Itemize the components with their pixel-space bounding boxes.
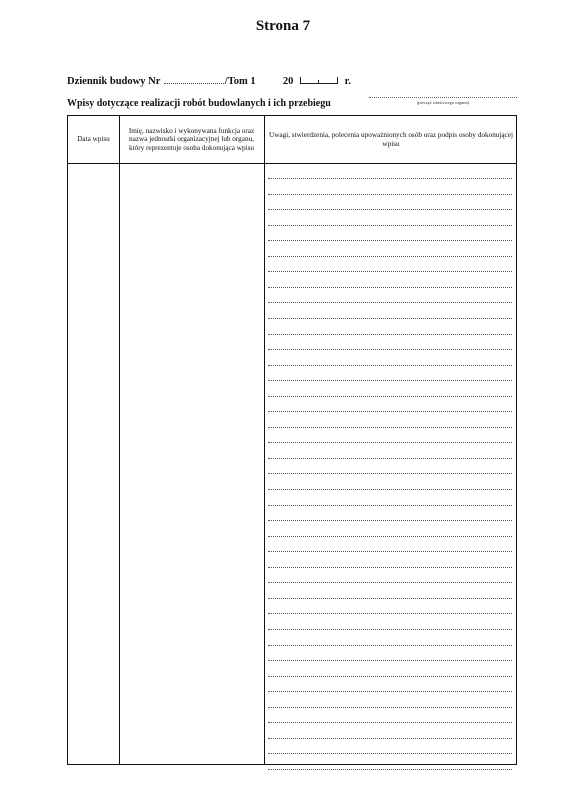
- remarks-writing-line[interactable]: [268, 769, 512, 770]
- remarks-writing-line[interactable]: [268, 629, 512, 630]
- remarks-writing-line[interactable]: [268, 738, 512, 739]
- remarks-writing-line[interactable]: [268, 536, 512, 537]
- remarks-writing-line[interactable]: [268, 551, 512, 552]
- remarks-writing-line[interactable]: [268, 753, 512, 754]
- remarks-writing-line[interactable]: [268, 225, 512, 226]
- section-heading: Wpisy dotyczące realizacji robót budowlanych i ich przebiegu: [67, 98, 331, 109]
- remarks-writing-line[interactable]: [268, 318, 512, 319]
- remarks-writing-line[interactable]: [268, 411, 512, 412]
- header-divider: [68, 163, 516, 164]
- diary-number-field[interactable]: [164, 74, 224, 84]
- remarks-writing-line[interactable]: [268, 334, 512, 335]
- remarks-writing-line[interactable]: [268, 365, 512, 366]
- remarks-writing-line[interactable]: [268, 707, 512, 708]
- remarks-writing-line[interactable]: [268, 567, 512, 568]
- remarks-writing-line[interactable]: [268, 676, 512, 677]
- remarks-writing-line[interactable]: [268, 489, 512, 490]
- remarks-writing-line[interactable]: [268, 660, 512, 661]
- diary-number-label: Dziennik budowy Nr: [67, 76, 161, 87]
- year-suffix: r.: [344, 76, 351, 87]
- remarks-writing-line[interactable]: [268, 256, 512, 257]
- remarks-writing-line[interactable]: [268, 349, 512, 350]
- year-prefix: 20: [282, 76, 294, 87]
- remarks-writing-line[interactable]: [268, 209, 512, 210]
- seal-signature-line: [369, 97, 517, 98]
- remarks-writing-line[interactable]: [268, 598, 512, 599]
- year-field[interactable]: [300, 77, 338, 84]
- column-divider: [264, 116, 265, 764]
- remarks-writing-line[interactable]: [268, 520, 512, 521]
- remarks-writing-line[interactable]: [268, 194, 512, 195]
- remarks-writing-line[interactable]: [268, 442, 512, 443]
- column-header-date: Data wpisu: [77, 135, 110, 144]
- remarks-writing-line[interactable]: [268, 287, 512, 288]
- remarks-writing-line[interactable]: [268, 691, 512, 692]
- diary-entries-table: [67, 115, 517, 765]
- remarks-writing-line[interactable]: [268, 302, 512, 303]
- remarks-writing-line[interactable]: [268, 396, 512, 397]
- remarks-writing-line[interactable]: [268, 473, 512, 474]
- remarks-writing-line[interactable]: [268, 271, 512, 272]
- remarks-writing-line[interactable]: [268, 613, 512, 614]
- diary-header: [67, 74, 351, 87]
- column-header-person: Imię, nazwisko i wykonywana funkcja oraz nazwa jednostki organizacyjnej lub organu, który reprezentuje osoba dokonująca wpisu: [128, 126, 255, 152]
- remarks-writing-line[interactable]: [268, 427, 512, 428]
- remarks-writing-line[interactable]: [268, 178, 512, 179]
- remarks-writing-line[interactable]: [268, 582, 512, 583]
- remarks-writing-line[interactable]: [268, 458, 512, 459]
- remarks-writing-line[interactable]: [268, 722, 512, 723]
- seal-caption: (pieczęć właściwego organu): [416, 100, 470, 105]
- page-title: Strona 7: [255, 18, 311, 34]
- remarks-writing-line[interactable]: [268, 380, 512, 381]
- volume-label: /Tom 1: [224, 76, 256, 87]
- remarks-writing-line[interactable]: [268, 505, 512, 506]
- remarks-writing-line[interactable]: [268, 240, 512, 241]
- remarks-writing-line[interactable]: [268, 645, 512, 646]
- column-header-remarks: Uwagi, stwierdzenia, polecenia upoważnionych osób oraz podpis osoby dokonującej wpisu: [269, 130, 513, 148]
- column-divider: [119, 116, 120, 764]
